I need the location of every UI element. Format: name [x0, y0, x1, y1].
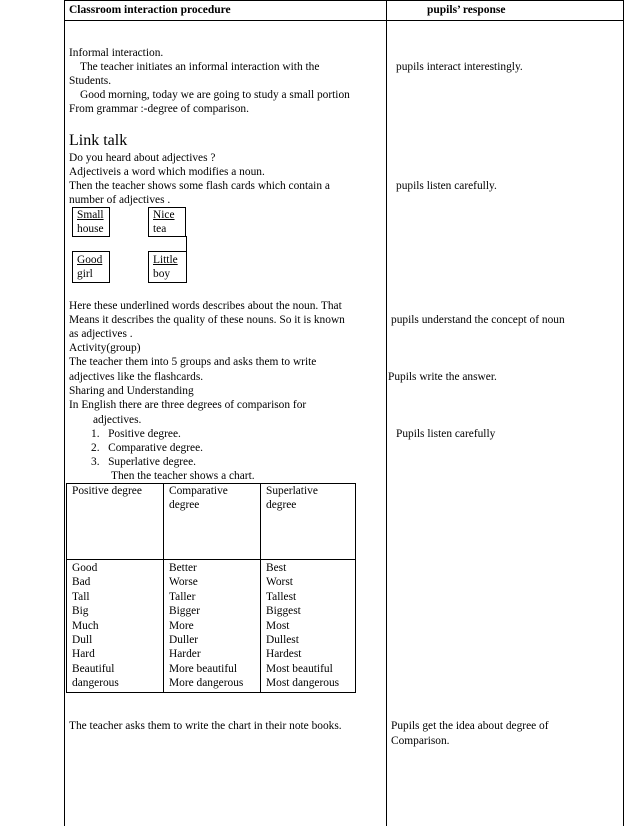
sharing-title: Sharing and Understanding [69, 385, 194, 397]
superlative-word: Best [266, 562, 287, 574]
flashcard-noun: girl [77, 268, 93, 280]
degree-item-2: 2. Comparative degree. [91, 442, 203, 454]
superlative-column [261, 560, 356, 693]
comparative-word: More [169, 619, 194, 632]
activity-line-1: The teacher them into 5 groups and asks them to write [69, 356, 317, 368]
table-header-row [67, 484, 356, 560]
activity-response: Pupils write the answer. [388, 371, 497, 383]
flashcard-word: Good [77, 254, 103, 266]
header-left: Classroom interaction procedure [69, 4, 231, 16]
header-right: pupils’ response [427, 4, 506, 16]
header-positive [67, 484, 164, 560]
explain-line-3: as adjectives . [69, 328, 133, 340]
positive-word: Tall [72, 590, 90, 603]
flashcard-word: Nice [153, 209, 175, 221]
informal-title: Informal interaction. [69, 47, 164, 59]
comparative-word: Taller [169, 590, 196, 603]
degree-item-text: Superlative degree. [108, 456, 197, 468]
explain-line-1: Here these underlined words describes about the noun. That [69, 300, 342, 312]
flashcard-small-house [72, 207, 110, 237]
flashcard-stub [148, 236, 187, 252]
flashcard-word: Small [77, 209, 104, 221]
sharing-line-2: adjectives. [93, 414, 142, 426]
degree-item-text: Comparative degree. [108, 442, 203, 454]
closing-response-1: Pupils get the idea about degree of [391, 720, 549, 732]
explain-response: pupils understand the concept of noun [391, 314, 565, 326]
header-text: Positive degree [72, 485, 142, 497]
link-question: Do you heard about adjectives ? [69, 152, 216, 164]
header-text: Comparative [169, 485, 228, 497]
positive-word: Beautiful [72, 662, 115, 675]
flashcard-good-girl [72, 251, 110, 283]
link-response: pupils listen carefully. [396, 180, 497, 192]
closing-teacher: The teacher asks them to write the chart in their note books. [69, 720, 342, 732]
header-comparative [164, 484, 261, 560]
comparative-word: Harder [169, 648, 201, 661]
link-definition: Adjectiveis a word which modifies a noun. [69, 166, 265, 178]
positive-word: Good [72, 562, 98, 574]
header-text: degree [266, 499, 297, 512]
superlative-word: Most dangerous [266, 677, 340, 690]
positive-word: Big [72, 605, 89, 618]
positive-word: Bad [72, 576, 91, 589]
informal-line-3: Good morning, today we are going to study a small portion [80, 89, 350, 101]
positive-word: Much [72, 619, 99, 632]
positive-word: dangerous [72, 677, 119, 690]
degree-item-3: 3. Superlative degree. [91, 456, 197, 468]
flashcard-little-boy [148, 251, 187, 283]
activity-title: Activity(group) [69, 342, 141, 354]
flashcard-noun: tea [153, 223, 167, 235]
positive-word: Hard [72, 648, 95, 661]
table-body-row [67, 560, 356, 693]
closing-response-2: Comparison. [391, 735, 450, 747]
superlative-word: Hardest [266, 648, 302, 661]
header-text: Superlative [266, 485, 318, 497]
flashcard-noun: boy [153, 268, 171, 280]
link-line-2: number of adjectives . [69, 194, 171, 206]
header-divider [64, 20, 624, 21]
comparative-word: Better [169, 562, 197, 574]
superlative-word: Most beautiful [266, 662, 333, 675]
top-border [64, 0, 624, 1]
comparative-word: More beautiful [169, 662, 238, 675]
flashcard-word: Little [153, 254, 178, 266]
right-border [623, 0, 624, 826]
positive-word: Dull [72, 634, 93, 647]
activity-line-2: adjectives like the flashcards. [69, 371, 204, 383]
comparative-word: More dangerous [169, 677, 244, 690]
flashcard-nice-tea [148, 207, 186, 237]
superlative-word: Tallest [266, 590, 297, 603]
sharing-line-1: In English there are three degrees of comparison for [69, 399, 307, 411]
comparative-word: Bigger [169, 605, 201, 618]
degree-item-1: 1. Positive degree. [91, 428, 181, 440]
link-title: Link talk [69, 132, 128, 149]
sharing-response: Pupils listen carefully [396, 428, 496, 440]
chart-intro: Then the teacher shows a chart. [111, 470, 255, 482]
degree-table [66, 483, 356, 693]
left-border [64, 0, 65, 826]
superlative-word: Worst [266, 576, 293, 589]
superlative-word: Dullest [266, 634, 299, 647]
superlative-word: Biggest [266, 605, 301, 618]
informal-response: pupils interact interestingly. [396, 61, 523, 73]
positive-column [67, 560, 164, 693]
informal-line-1: The teacher initiates an informal interaction with the [80, 61, 320, 73]
header-superlative [261, 484, 356, 560]
degree-item-text: Positive degree. [108, 428, 181, 440]
link-line-1: Then the teacher shows some flash cards which contain a [69, 180, 330, 192]
superlative-word: Most [266, 619, 290, 632]
informal-line-4: From grammar :-degree of comparison. [69, 103, 249, 115]
comparative-word: Worse [169, 576, 198, 589]
header-text: degree [169, 499, 200, 512]
column-divider [386, 0, 387, 826]
flashcard-noun: house [77, 223, 104, 235]
explain-line-2: Means it describes the quality of these nouns. So it is known [69, 314, 345, 326]
comparative-column [164, 560, 261, 693]
comparative-word: Duller [169, 634, 199, 647]
informal-line-2: Students. [69, 75, 112, 87]
